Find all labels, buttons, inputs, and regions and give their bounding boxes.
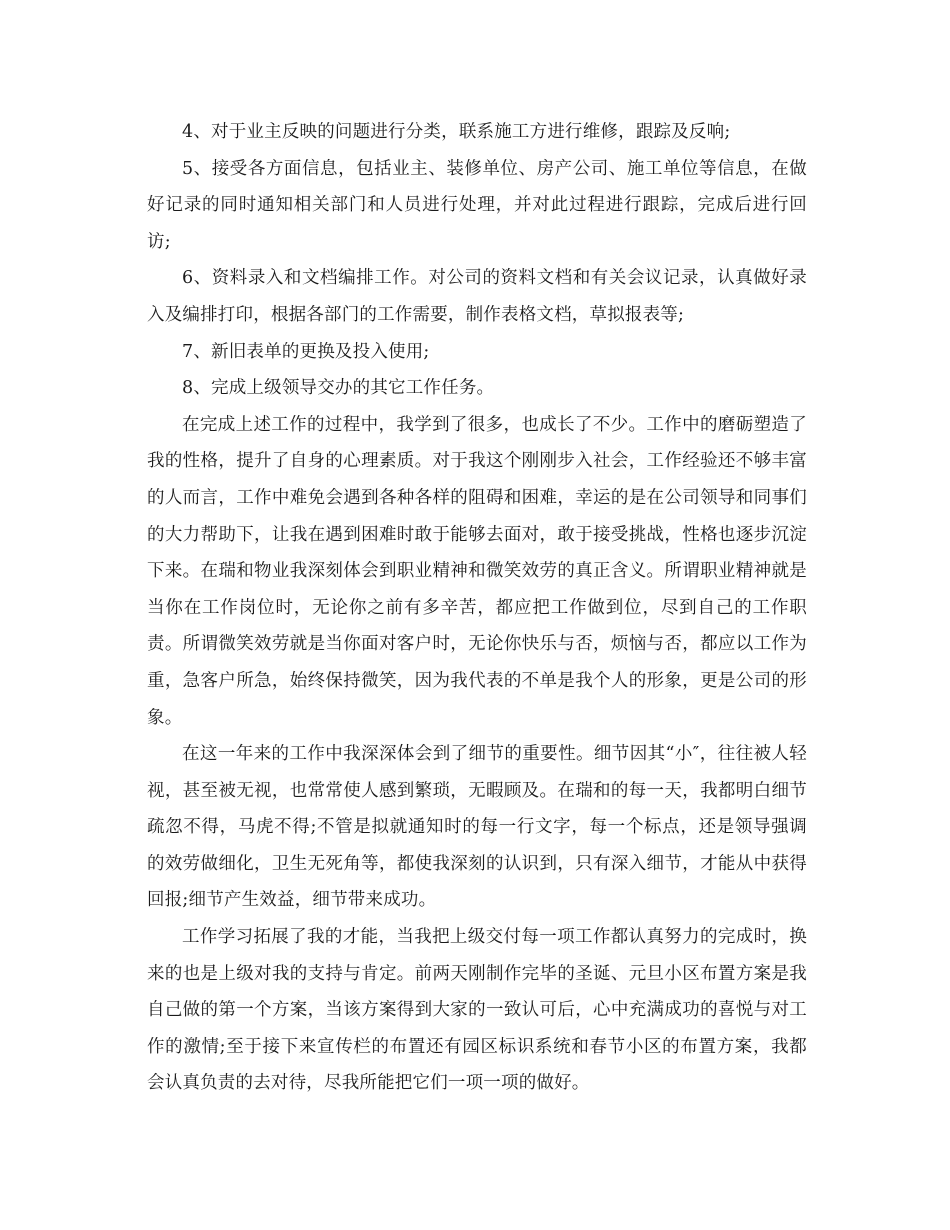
paragraph-item-5: 5、接受各方面信息，包括业主、装修单位、房产公司、施工单位等信息，在做好记录的同时通知相关部门和人员进行处理，并对此过程进行跟踪，完成后进行回访; (147, 158, 807, 252)
document-page (147, 114, 807, 1102)
paragraph-growth: 在完成上述工作的过程中，我学到了很多，也成长了不少。工作中的磨砺塑造了我的性格，提升了自身的心理素质。对于我这个刚刚步入社会，工作经验还不够丰富的人而言，工作中难免会遇到各种各样的阻碍和困难，幸运的是在公司领导和同事们的大力帮助下，让我在遇到困难时敢于能够去面对，敢于接受挑战，性格也逐步沉淀下来。在瑞和物业我深刻体会到职业精神和微笑效劳的真正含义。所谓职业精神就是当你在工作岗位时，无论你之前有多辛苦，都应把工作做到位，尽到自己的工作职责。所谓微笑效劳就是当你面对客户时，无论你快乐与否，烦恼与否，都应以工作为重，急客户所急，始终保持微笑，因为我代表的不单是我个人的形象，更是公司的形象。 (147, 414, 807, 728)
paragraph-item-7: 7、新旧表单的更换及投入使用; (182, 341, 430, 362)
paragraph-item-6: 6、资料录入和文档编排工作。对公司的资料文档和有关会议记录，认真做好录入及编排打印，根据各部门的工作需要，制作表格文档，草拟报表等; (147, 268, 807, 325)
paragraph-item-4: 4、对于业主反映的问题进行分类，联系施工方进行维修，跟踪及反响; (182, 122, 731, 142)
paragraph-skills: 工作学习拓展了我的才能，当我把上级交付每一项工作都认真努力的完成时，换来的也是上级对我的支持与肯定。前两天刚制作完毕的圣诞、元旦小区布置方案是我自己做的第一个方案，当该方案得到大家的一致认可后，心中充满成功的喜悦与对工作的激情;至于接下来宣传栏的布置还有园区标识系统和春节小区的布置方案，我都会认真负责的去对待，尽我所能把它们一项一项的做好。 (147, 927, 807, 1094)
paragraph-details: 在这一年来的工作中我深深体会到了细节的重要性。细节因其“小″，往往被人轻视，甚至被无视，也常常使人感到繁琐，无暇顾及。在瑞和的每一天，我都明白细节疏忽不得，马虎不得;不管是拟就通知时的每一行文字，每一个标点，还是领导强调的效劳做细化，卫生无死角等，都使我深刻的认识到，只有深入细节，才能从中获得回报;细节产生效益，细节带来成功。 (147, 744, 807, 911)
paragraph-item-8: 8、完成上级领导交办的其它工作任务。 (182, 378, 495, 399)
